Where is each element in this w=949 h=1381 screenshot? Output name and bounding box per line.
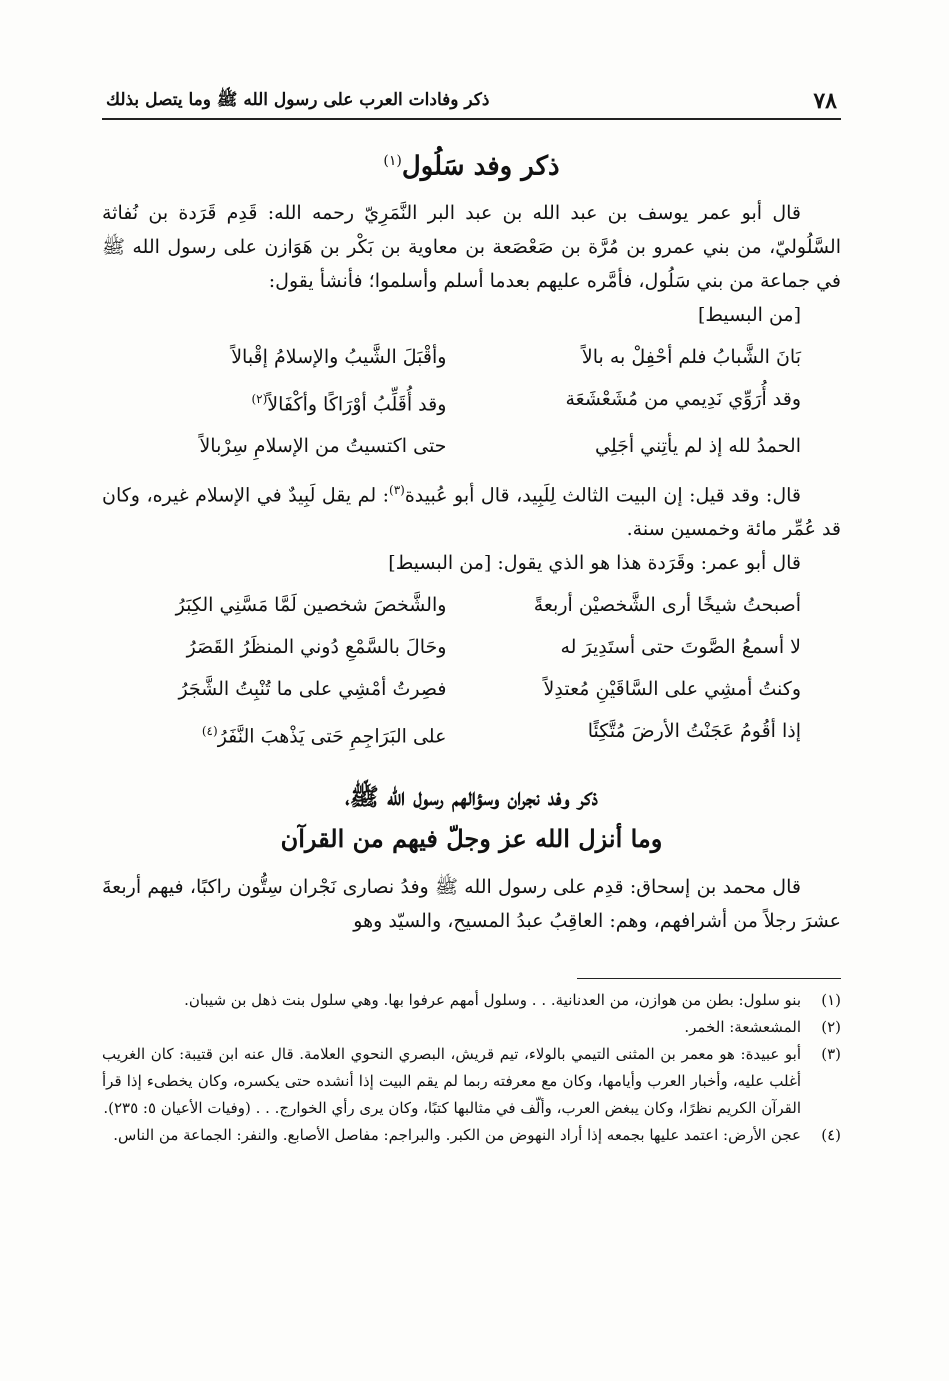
verse-line: [102, 668, 841, 710]
verse-second-hemistich: على البَرَاجِمِ حَتى يَذْهبَ النَّفَرُ$^{(٤)}$: [201, 724, 447, 748]
verse-line: [102, 626, 841, 668]
verse-second-hemistich: وقد أُقَلِّبُ أوْرَاكًا وأكْفَالاً$^{(٢)}$: [251, 391, 447, 415]
running-title: ذكر وفادات العرب على رسول الله ﷺ وما يتصل بذلك: [106, 90, 490, 110]
meter-label: [من البسيط]: [697, 303, 801, 326]
section-title-text: ذكر وفد سَلُول: [401, 151, 560, 182]
paragraph-4: قال محمد بن إسحاق: قدِم على رسول الله ﷺ وفدُ نصارى نَجْران سِتُّون راكبًا، فيهم أربعةَ عشرَ رجلاً من أشرافهم، وهم: العاقِبُ عبدُ المسيح، والسيّد وهو: [102, 875, 841, 932]
verse-line: [102, 425, 841, 467]
footnote-text: أبو عبيدة: هو معمر بن المثنى التيمي بالولاء، تيم قريش، البصري النحوي العلامة. قال عنه ابن قتيبة: كان الغريب أغلب عليه، وأخبار العرب وأيامها، وكان مع معرفته ربما لم يقم البيت إذا أنشده حتى يكسره، وكان يخطىء إذا قرأ القرآن الكريم نظرًا، وكان يبغض العرب، وألّف في مثالبها كتبًا، وكان يرى رأي الخوارج. . . (وفيات الأعيان ٥: ٢٣٥).: [102, 1044, 801, 1117]
verse-first-hemistich: وقد أُرَوِّي نَدِيمي من مُشَعْشَعَة: [565, 387, 801, 410]
verse-second-hemistich: وأقْبَلَ الشَّيبُ والإسلامُ إقْبالاً: [231, 345, 447, 368]
footnote-item: [102, 987, 841, 1014]
section-title-line-1: ذكر وفد نجران وسؤالهم رسول الله ﷺ،: [345, 781, 598, 811]
footnote-number: (٢): [821, 1017, 841, 1036]
section-title-line-2: وما أنزل الله عز وجلّ فيهم من القرآن: [280, 823, 663, 853]
footnote-ref: (٣): [389, 482, 405, 497]
paragraph-1: قال أبو عمر يوسف بن عبد الله بن عبد البر النَّمَرِيّ رحمه الله: قَدِم قَرَدة بن نُفاثة السَّلُوليّ، من بني عمرو بن مُرَّة بن صَعْصَعة بن معاوية بن بَكْر بن هَوَازن على رسول الله ﷺ في جماعة من بني سَلُول، فأمَّره عليهم بعدما أسلم وأسلموا؛ فأنشأ يقول:: [102, 201, 841, 292]
verse-first-hemistich: وكنتُ أمشِي على السَّاقَيْنِ مُعتدِلاً: [543, 678, 801, 701]
footnote-item: [102, 1014, 841, 1041]
footnote-text: بنو سلول: بطن من هوازن، من العدنانية. . . وسلول أمهم عرفوا بها. وهي سلول بنت ذهل بن شيبان.: [184, 990, 801, 1009]
footnote-text: المشعشعة: الخمر.: [684, 1017, 801, 1036]
meter-label: [من البسيط]: [388, 552, 492, 575]
verse-line: [102, 710, 841, 757]
paragraph-3: قال أبو عمر: وقَرَدة هذا هو الذي يقول: [من البسيط]: [388, 552, 801, 575]
verse-second-hemistich: وحَالَ بالسَّمْعِ دُوني المنظَرُ القَصَرُ: [186, 636, 447, 659]
section-title-salul: [102, 142, 841, 186]
verse-first-hemistich: الحمدُ لله إذ لم يأتِني أجَلِي: [594, 434, 801, 457]
verse-second-hemistich: فصِرتُ أمْشِي على ما تُنْبِتُ الشَّجَرُ: [178, 678, 447, 701]
footnote-ref: (٤): [201, 724, 218, 739]
footnote-item: [102, 1041, 841, 1122]
footnote-text: عجن الأرض: اعتمد عليها بجمعه إذا أراد النهوض من الكبر. والبراجم: مفاصل الأصابع. والنفر: الجماعة من الناس.: [113, 1125, 801, 1144]
footnote-number: (١): [821, 990, 841, 1009]
verse-line: [102, 584, 841, 626]
footnote-ref: (١): [383, 153, 402, 169]
footnote-number: (٣): [821, 1044, 841, 1063]
page-number: ٧٨: [813, 88, 837, 114]
verse-line: [102, 336, 841, 378]
footnote-item: [102, 1122, 841, 1149]
footnote-divider: [577, 978, 841, 979]
verse-first-hemistich: لا أسمعُ الصَّوتَ حتى أستَدِيرَ له: [560, 636, 801, 659]
verse-first-hemistich: إذا أقُومُ عَجَنْتُ الأرضَ مُتَّكِئًا: [587, 720, 801, 743]
verse-second-hemistich: حتى اكتسيتُ من الإسلامِ سِرْبالاً: [199, 434, 447, 457]
poem-1: [102, 336, 841, 467]
footnote-number: (٤): [821, 1125, 841, 1144]
section-title-najran: [102, 776, 841, 860]
verse-first-hemistich: بَانَ الشَّبابُ فلم أحْفِلْ به بالاً: [581, 345, 801, 368]
footnotes: [102, 987, 841, 1149]
verse-second-hemistich: والشَّخصَ شخصين لَمَّا مَسَّنِي الكِبَرُ: [175, 594, 447, 617]
verse-line: [102, 378, 841, 425]
poem-2: [102, 584, 841, 757]
verse-first-hemistich: أصبحتُ شيخًا أرى الشَّخصيْن أربعةً: [533, 594, 801, 617]
footnote-ref: (٢): [251, 391, 268, 406]
running-head: [102, 78, 841, 120]
paragraph-2: قال: وقد قيل: إن البيت الثالث لِلَبِيد، قال أبو عُبيدة$^{(٣)}$: لم يقل لَبِيدٌ في الإسلام غيره، وكان قد عُمِّر مائة وخمسين سنة.: [102, 482, 841, 541]
